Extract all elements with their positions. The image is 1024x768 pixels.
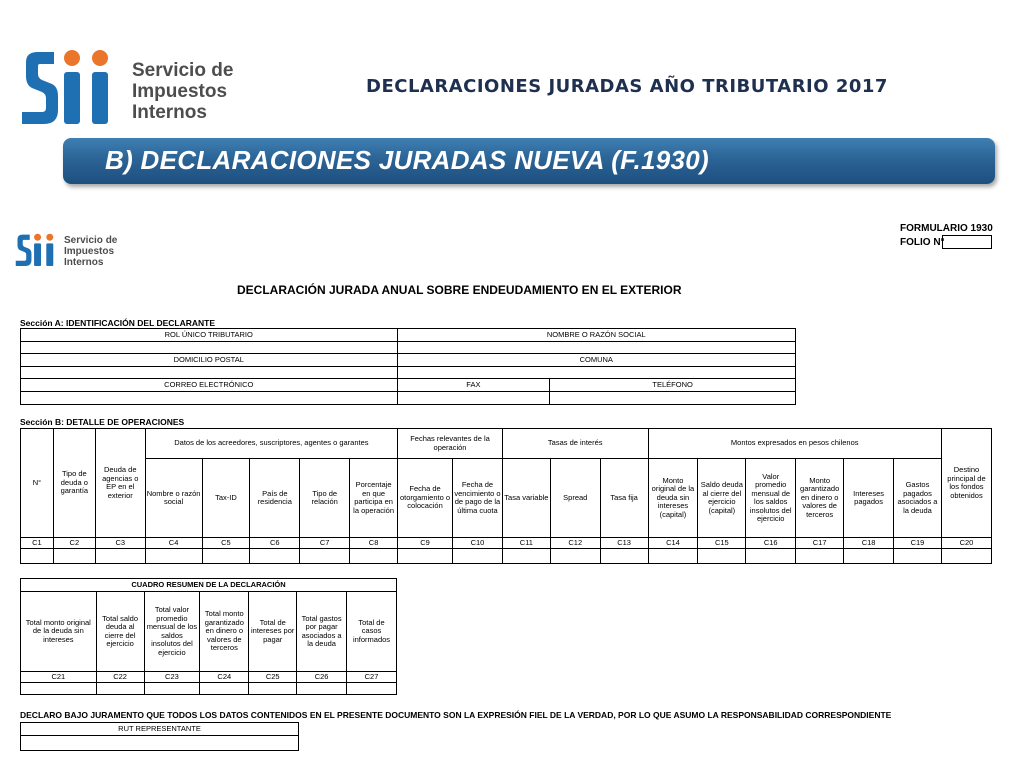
code-c10: C10 xyxy=(453,538,503,549)
resumen-cell[interactable] xyxy=(96,683,144,695)
fax-field[interactable] xyxy=(397,392,550,405)
data-cell[interactable] xyxy=(600,549,648,564)
org-name-small xyxy=(64,235,117,268)
page-title: DECLARACIONES JURADAS AÑO TRIBUTARIO 2017 xyxy=(366,76,888,97)
data-cell[interactable] xyxy=(21,549,54,564)
comuna-header: COMUNA xyxy=(397,354,796,367)
correo-header: CORREO ELECTRÓNICO xyxy=(21,379,398,392)
rut-header: ROL ÚNICO TRIBUTARIO xyxy=(21,329,398,342)
code-c1: C1 xyxy=(21,538,54,549)
code-c24: C24 xyxy=(200,672,249,683)
code-c21: C21 xyxy=(21,672,97,683)
nombre-field[interactable] xyxy=(397,342,796,354)
data-cell[interactable] xyxy=(844,549,894,564)
col-header-11: Tasa variable xyxy=(502,459,550,538)
col-header-18: Intereses pagados xyxy=(844,459,894,538)
section-a-table xyxy=(20,328,796,405)
col-header-3: Deuda de agencias o EP en el exterior xyxy=(95,429,145,538)
code-c20: C20 xyxy=(941,538,991,549)
code-c9: C9 xyxy=(398,538,453,549)
code-c11: C11 xyxy=(502,538,550,549)
code-c5: C5 xyxy=(202,538,250,549)
data-row xyxy=(21,549,992,564)
fax-header: FAX xyxy=(397,379,550,392)
col-header-14: Monto original de la deuda sin intereses (capital) xyxy=(648,459,698,538)
code-c2: C2 xyxy=(53,538,95,549)
sii-logo xyxy=(18,44,128,131)
data-cell[interactable] xyxy=(502,549,550,564)
group-montos: Montos expresados en pesos chilenos xyxy=(648,429,941,459)
org-line-1: Servicio de xyxy=(132,60,234,81)
data-cell[interactable] xyxy=(202,549,250,564)
code-c4: C4 xyxy=(145,538,202,549)
data-cell[interactable] xyxy=(250,549,300,564)
resumen-table xyxy=(20,578,397,695)
org-small-line-2: Impuestos xyxy=(64,246,115,257)
col-header-19: Gastos pagados asociados a la deuda xyxy=(894,459,942,538)
banner-title: B) DECLARACIONES JURADAS NUEVA (F.1930) xyxy=(105,145,709,175)
code-c12: C12 xyxy=(550,538,600,549)
data-cell[interactable] xyxy=(53,549,95,564)
data-cell[interactable] xyxy=(894,549,942,564)
domicilio-header: DOMICILIO POSTAL xyxy=(21,354,398,367)
resumen-cell[interactable] xyxy=(347,683,397,695)
sii-logo-small xyxy=(14,225,62,278)
resumen-cell[interactable] xyxy=(297,683,347,695)
code-c22: C22 xyxy=(96,672,144,683)
code-c14: C14 xyxy=(648,538,698,549)
data-cell[interactable] xyxy=(300,549,350,564)
resumen-cell[interactable] xyxy=(200,683,249,695)
resumen-col-7: Total de casos informados xyxy=(347,592,397,672)
col-header-12: Spread xyxy=(550,459,600,538)
code-row xyxy=(21,538,992,549)
rut-representante-header: RUT REPRESENTANTE xyxy=(21,723,299,736)
code-c16: C16 xyxy=(746,538,796,549)
org-line-2: Impuestos xyxy=(132,81,228,102)
representante-table xyxy=(20,722,299,751)
col-header-4: Nombre o razón social xyxy=(145,459,202,538)
col-header-1: N° xyxy=(21,429,54,538)
resumen-title: CUADRO RESUMEN DE LA DECLARACIÓN xyxy=(21,579,397,592)
data-cell[interactable] xyxy=(145,549,202,564)
col-header-5: Tax-ID xyxy=(202,459,250,538)
form-number: FORMULARIO 1930 xyxy=(900,223,993,234)
data-cell[interactable] xyxy=(350,549,398,564)
rut-field[interactable] xyxy=(21,342,398,354)
col-header-15: Saldo deuda al cierre del ejercicio (capital) xyxy=(698,459,746,538)
data-cell[interactable] xyxy=(648,549,698,564)
code-c19: C19 xyxy=(894,538,942,549)
resumen-cell[interactable] xyxy=(21,683,97,695)
folio-label: FOLIO N° xyxy=(900,237,945,248)
resumen-col-6: Total gastos por pagar asociados a la deuda xyxy=(297,592,347,672)
telefono-field[interactable] xyxy=(550,392,796,405)
resumen-col-4: Total monto garantizado en dinero o valores de terceros xyxy=(200,592,249,672)
org-name xyxy=(132,60,233,123)
section-banner xyxy=(63,138,995,184)
resumen-col-2: Total saldo deuda al cierre del ejercicio xyxy=(96,592,144,672)
col-header-2: Tipo de deuda o garantía xyxy=(53,429,95,538)
org-small-line-1: Servicio de xyxy=(64,235,118,246)
data-cell[interactable] xyxy=(95,549,145,564)
code-c8: C8 xyxy=(350,538,398,549)
col-header-8: Porcentaje en que participa en la operación xyxy=(350,459,398,538)
data-cell[interactable] xyxy=(550,549,600,564)
correo-field[interactable] xyxy=(21,392,398,405)
col-header-20: Destino principal de los fondos obtenidos xyxy=(941,429,991,538)
form-document xyxy=(0,215,1024,768)
data-cell[interactable] xyxy=(453,549,503,564)
col-header-10: Fecha de vencimiento o de pago de la última cuota xyxy=(453,459,503,538)
nombre-header: NOMBRE O RAZÓN SOCIAL xyxy=(397,329,796,342)
code-c7: C7 xyxy=(300,538,350,549)
comuna-field[interactable] xyxy=(397,367,796,379)
code-c6: C6 xyxy=(250,538,300,549)
resumen-cell[interactable] xyxy=(249,683,297,695)
resumen-col-5: Total de intereses por pagar xyxy=(249,592,297,672)
col-header-9: Fecha de otorgamiento o colocación xyxy=(398,459,453,538)
group-tasas: Tasas de interés xyxy=(502,429,648,459)
sii-logo-icon xyxy=(18,44,128,126)
group-acreedores: Datos de los acreedores, suscriptores, agentes o garantes xyxy=(145,429,397,459)
section-b-label: Sección B: DETALLE DE OPERACIONES xyxy=(20,417,185,427)
col-header-13: Tasa fija xyxy=(600,459,648,538)
code-c23: C23 xyxy=(144,672,200,683)
col-header-7: Tipo de relación xyxy=(300,459,350,538)
declaration-title: DECLARACIÓN JURADA ANUAL SOBRE ENDEUDAMIENTO EN EL EXTERIOR xyxy=(237,283,682,297)
declaration-statement: DECLARO BAJO JURAMENTO QUE TODOS LOS DATOS CONTENIDOS EN EL PRESENTE DOCUMENTO SON LA EXPRESIÓN FIEL DE LA VERDAD, POR LO QUE ASUMO LA RESPONSABILIDAD CORRESPONDIENTE xyxy=(20,710,892,720)
code-c26: C26 xyxy=(297,672,347,683)
data-cell[interactable] xyxy=(698,549,746,564)
col-header-16: Valor promedio mensual de los saldos insolutos del ejercicio xyxy=(746,459,796,538)
group-fechas: Fechas relevantes de la operación xyxy=(398,429,503,459)
section-b-table xyxy=(20,428,992,564)
resumen-col-3: Total valor promedio mensual de los saldos insolutos del ejercicio xyxy=(144,592,200,672)
sii-logo-small-icon xyxy=(14,225,62,273)
rut-representante-field[interactable] xyxy=(21,736,299,751)
col-header-17: Monto garantizado en dinero o valores de terceros xyxy=(796,459,844,538)
code-c27: C27 xyxy=(347,672,397,683)
data-cell[interactable] xyxy=(746,549,796,564)
folio-field[interactable] xyxy=(942,235,992,249)
data-cell[interactable] xyxy=(941,549,991,564)
telefono-header: TELÉFONO xyxy=(550,379,796,392)
code-c13: C13 xyxy=(600,538,648,549)
org-small-line-3: Internos xyxy=(64,257,104,268)
org-line-3: Internos xyxy=(132,102,207,123)
domicilio-field[interactable] xyxy=(21,367,398,379)
code-c3: C3 xyxy=(95,538,145,549)
col-header-6: País de residencia xyxy=(250,459,300,538)
resumen-cell[interactable] xyxy=(144,683,200,695)
resumen-col-1: Total monto original de la deuda sin intereses xyxy=(21,592,97,672)
data-cell[interactable] xyxy=(796,549,844,564)
code-c18: C18 xyxy=(844,538,894,549)
section-a-label: Sección A: IDENTIFICACIÓN DEL DECLARANTE xyxy=(20,318,216,328)
data-cell[interactable] xyxy=(398,549,453,564)
code-c17: C17 xyxy=(796,538,844,549)
code-c15: C15 xyxy=(698,538,746,549)
code-c25: C25 xyxy=(249,672,297,683)
